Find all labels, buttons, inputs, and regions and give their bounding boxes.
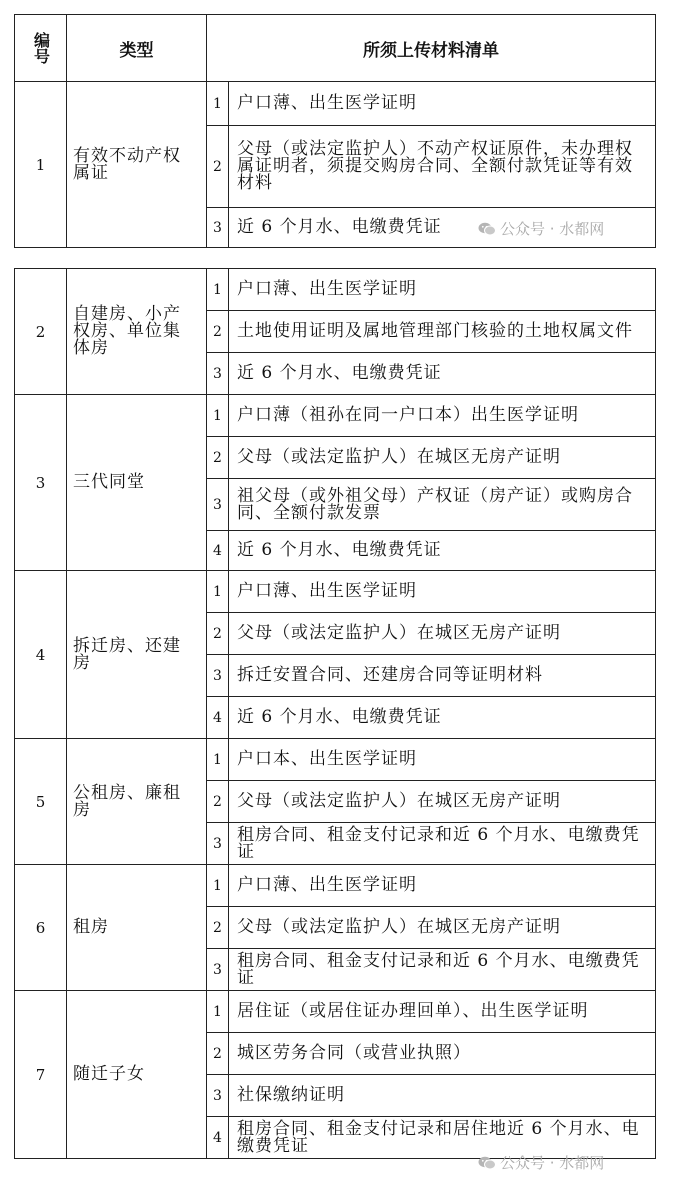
item-material: 拆迁安置合同、还建房合同等证明材料 — [229, 655, 656, 697]
table-row — [15, 82, 656, 126]
item-number: 1 — [207, 395, 229, 437]
row-number: 6 — [15, 865, 67, 991]
item-material: 户口薄（祖孙在同一户口本）出生医学证明 — [229, 395, 656, 437]
watermark-text: 公众号 · 水都网 — [500, 1154, 605, 1172]
table-row — [15, 739, 656, 781]
table-header-row — [15, 15, 656, 82]
watermark-top — [478, 218, 604, 239]
item-material: 近 6 个月水、电缴费凭证 — [229, 353, 656, 395]
header-materials: 所须上传材料清单 — [207, 15, 656, 82]
item-number: 1 — [207, 865, 229, 907]
item-material: 土地使用证明及属地管理部门核验的土地权属文件 — [229, 311, 656, 353]
item-number: 2 — [207, 781, 229, 823]
item-material: 祖父母（或外祖父母）产权证（房产证）或购房合同、全额付款发票 — [229, 479, 656, 531]
table-row — [15, 571, 656, 613]
item-material: 社保缴纳证明 — [229, 1075, 656, 1117]
item-material: 近 6 个月水、电缴费凭证 — [229, 697, 656, 739]
item-material: 租房合同、租金支付记录和居住地近 6 个月水、电缴费凭证 — [229, 1117, 656, 1159]
item-number: 4 — [207, 1117, 229, 1159]
item-number: 3 — [207, 479, 229, 531]
item-number: 3 — [207, 353, 229, 395]
wechat-icon — [478, 1156, 496, 1170]
item-number: 3 — [207, 823, 229, 865]
item-material: 租房合同、租金支付记录和近 6 个月水、电缴费凭证 — [229, 949, 656, 991]
table-row — [15, 269, 656, 311]
item-material: 父母（或法定监护人）不动产权证原件，未办理权属证明者，须提交购房合同、全额付款凭证等有效材料 — [229, 126, 656, 208]
table-row — [15, 395, 656, 437]
item-material: 居住证（或居住证办理回单）、出生医学证明 — [229, 991, 656, 1033]
item-material: 租房合同、租金支付记录和近 6 个月水、电缴费凭证 — [229, 823, 656, 865]
materials-table-part-2 — [14, 268, 656, 1159]
item-number: 3 — [207, 208, 229, 248]
item-number: 2 — [207, 1033, 229, 1075]
item-material: 近 6 个月水、电缴费凭证 — [229, 208, 656, 248]
row-type: 三代同堂 — [67, 395, 207, 571]
row-type: 随迁子女 — [67, 991, 207, 1159]
item-material: 近 6 个月水、电缴费凭证 — [229, 531, 656, 571]
item-number: 2 — [207, 907, 229, 949]
row-type: 公租房、廉租房 — [67, 739, 207, 865]
header-no-label: 编号 — [31, 32, 51, 64]
row-type: 有效不动产权属证 — [67, 82, 207, 248]
row-number: 1 — [15, 82, 67, 248]
item-number: 2 — [207, 311, 229, 353]
item-number: 3 — [207, 1075, 229, 1117]
row-number: 2 — [15, 269, 67, 395]
row-number: 5 — [15, 739, 67, 865]
item-number: 2 — [207, 126, 229, 208]
item-material: 户口薄、出生医学证明 — [229, 865, 656, 907]
item-number: 1 — [207, 739, 229, 781]
wechat-icon — [478, 222, 496, 236]
watermark-bottom — [478, 1152, 604, 1173]
item-number: 4 — [207, 531, 229, 571]
row-type: 租房 — [67, 865, 207, 991]
item-number: 2 — [207, 613, 229, 655]
item-number: 1 — [207, 269, 229, 311]
table-row — [15, 991, 656, 1033]
row-number: 4 — [15, 571, 67, 739]
item-material: 父母（或法定监护人）在城区无房产证明 — [229, 437, 656, 479]
row-number: 7 — [15, 991, 67, 1159]
item-number: 4 — [207, 697, 229, 739]
header-type: 类型 — [67, 15, 207, 82]
item-number: 1 — [207, 991, 229, 1033]
row-number: 3 — [15, 395, 67, 571]
item-material: 户口薄、出生医学证明 — [229, 571, 656, 613]
table-row — [15, 865, 656, 907]
item-material: 父母（或法定监护人）在城区无房产证明 — [229, 781, 656, 823]
item-material: 户口薄、出生医学证明 — [229, 269, 656, 311]
watermark-text: 公众号 · 水都网 — [500, 220, 605, 238]
item-number: 1 — [207, 571, 229, 613]
item-material: 户口薄、出生医学证明 — [229, 82, 656, 126]
header-no — [15, 15, 67, 82]
row-type: 自建房、小产权房、单位集体房 — [67, 269, 207, 395]
row-type: 拆迁房、还建房 — [67, 571, 207, 739]
item-number: 3 — [207, 655, 229, 697]
item-number: 3 — [207, 949, 229, 991]
item-number: 2 — [207, 437, 229, 479]
item-material: 城区劳务合同（或营业执照） — [229, 1033, 656, 1075]
materials-table-part-1 — [14, 14, 656, 248]
item-material: 户口本、出生医学证明 — [229, 739, 656, 781]
item-number: 1 — [207, 82, 229, 126]
item-material: 父母（或法定监护人）在城区无房产证明 — [229, 613, 656, 655]
item-material: 父母（或法定监护人）在城区无房产证明 — [229, 907, 656, 949]
